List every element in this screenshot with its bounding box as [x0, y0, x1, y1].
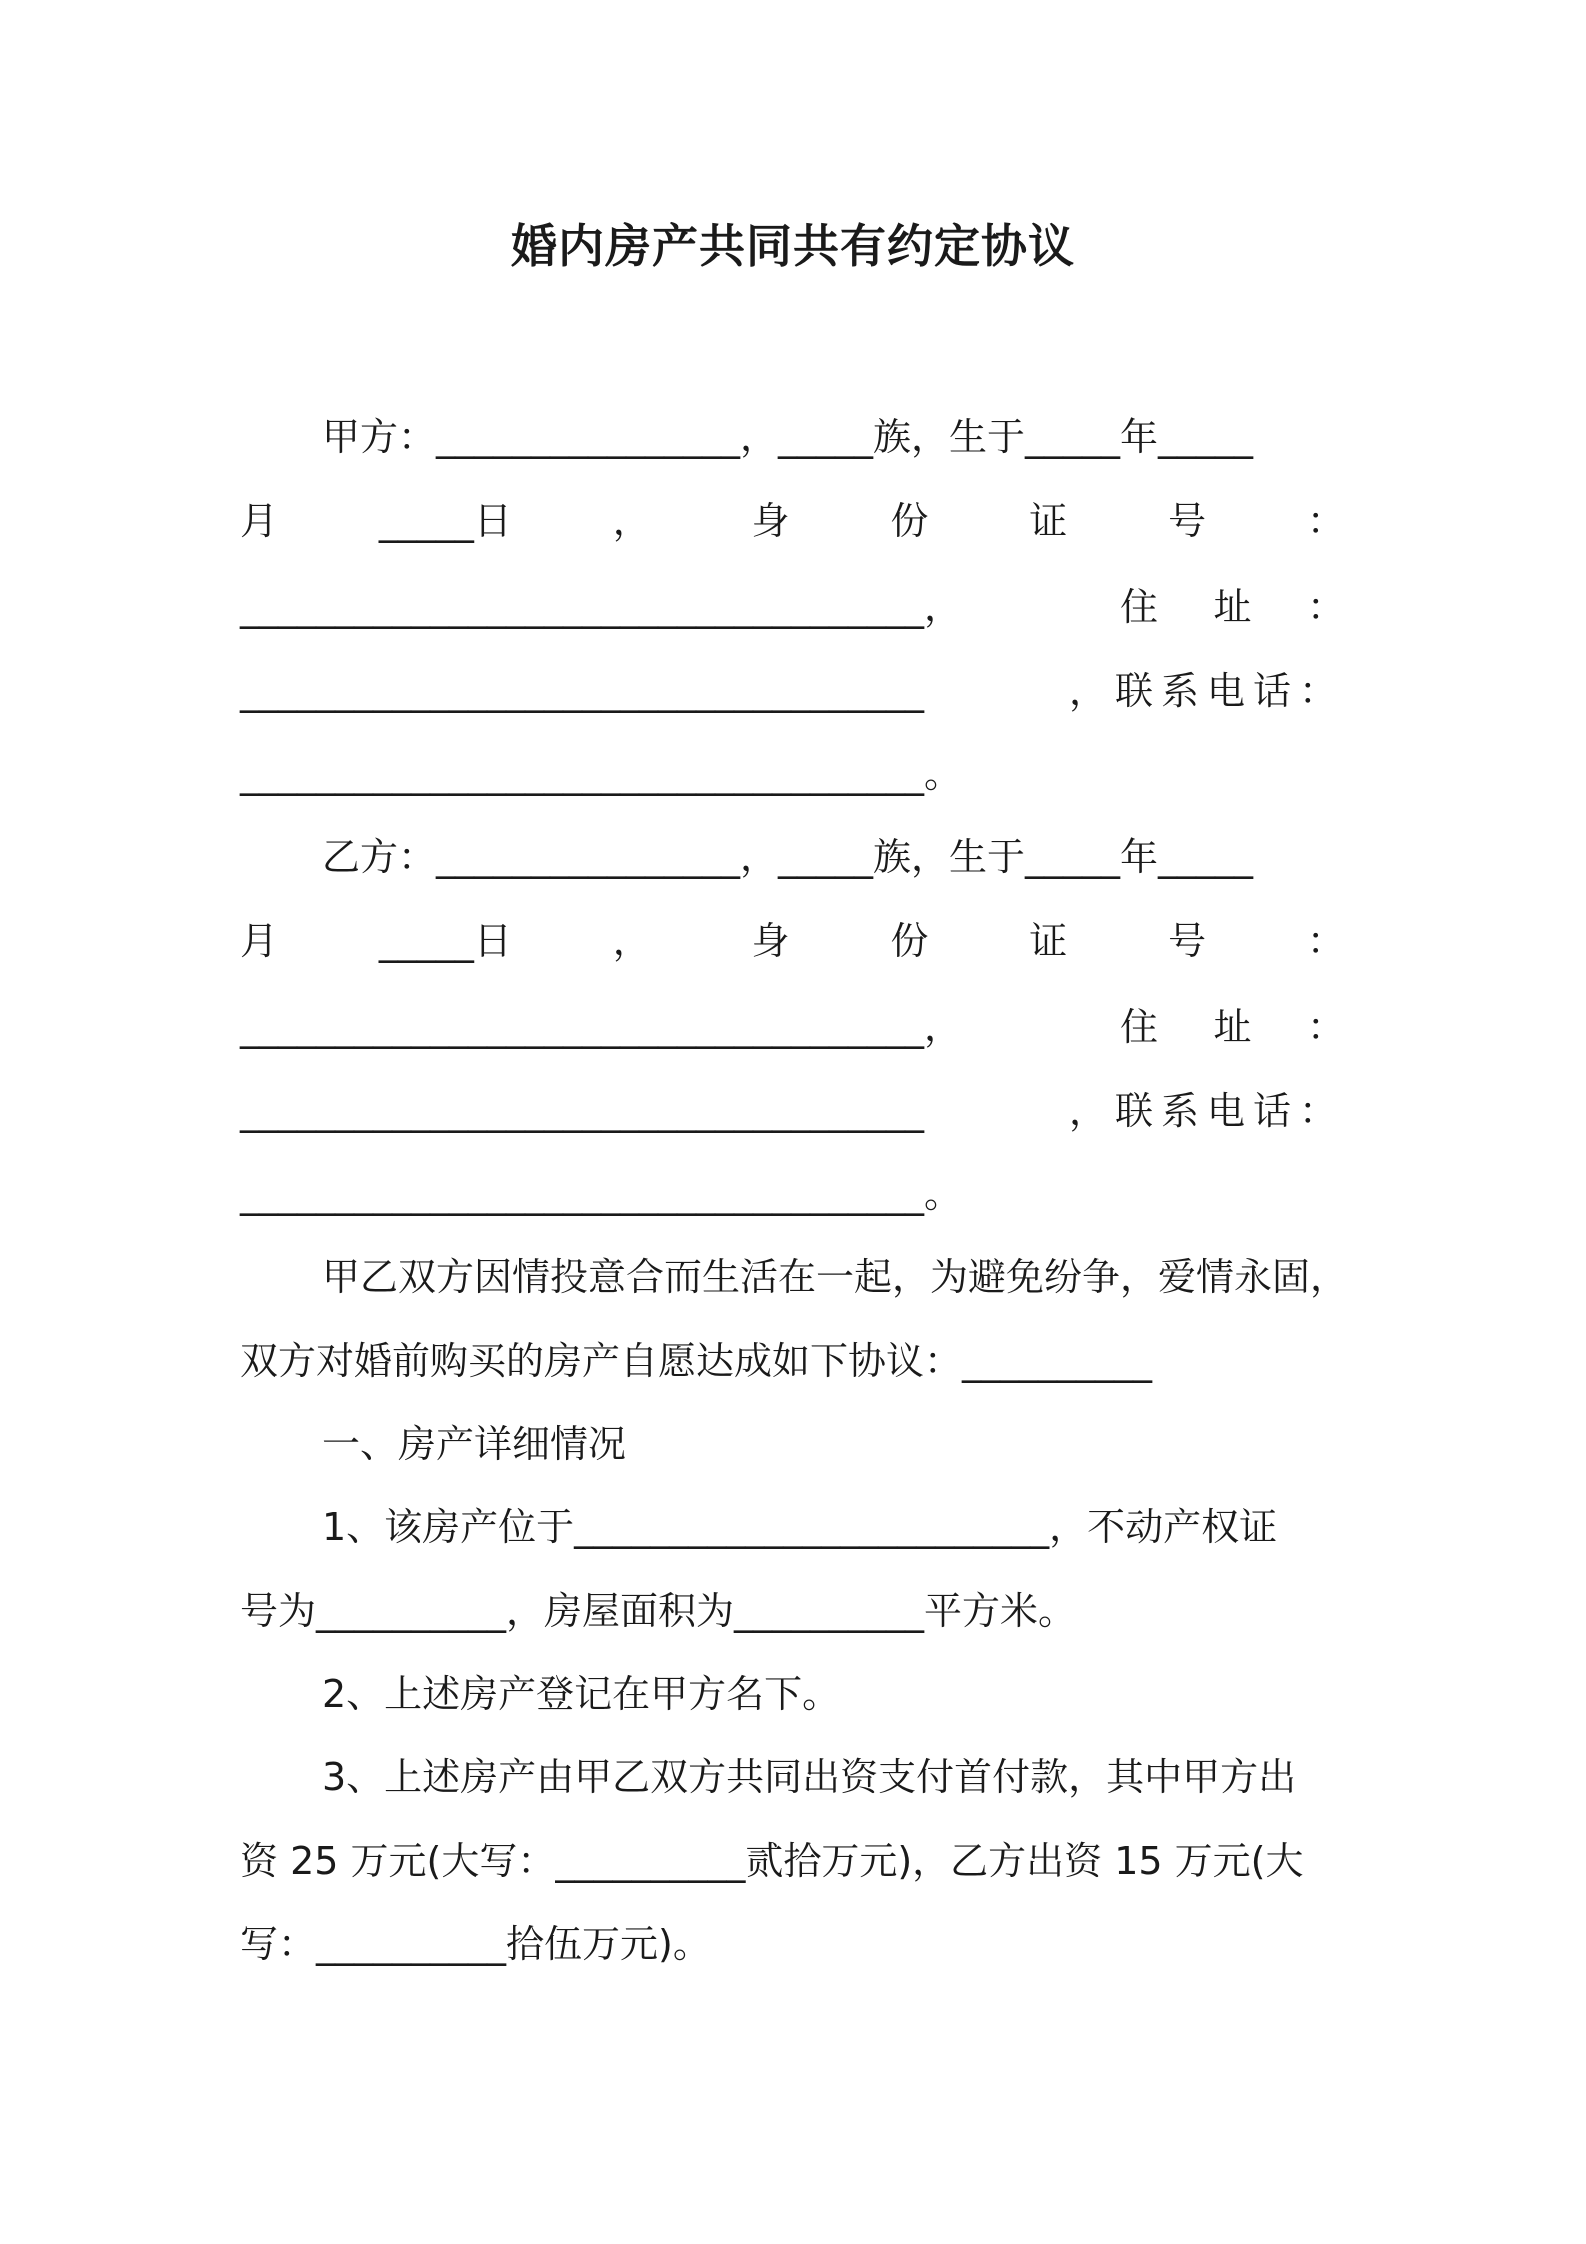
- party-a-address-cell: 址: [1213, 585, 1252, 629]
- item-2: 2、上述房产登记在甲方名下。: [322, 1672, 841, 1716]
- item-3-line-1: 3、上述房产由甲乙双方共同出资支付首付款，其中甲方出: [322, 1755, 1297, 1799]
- page-title: 婚内房产共同共有约定协议: [511, 219, 1075, 273]
- item-3-line-3: 写：__________拾伍万元)。: [240, 1922, 711, 1966]
- party-b-line-2-cell: 月: [240, 919, 279, 963]
- party-b-line-2-cell: 号: [1168, 919, 1207, 963]
- party-b-address-cell: ：: [1306, 1005, 1345, 1049]
- party-a-address-label: [1120, 585, 1345, 629]
- party-b-address-label: [1120, 1005, 1345, 1049]
- party-a-address-cell: 住: [1120, 585, 1159, 629]
- party-a-line-2-cell: 份: [890, 499, 929, 543]
- party-b-id-blank: ____________________________________，: [240, 1005, 963, 1049]
- intro-line-2: 双方对婚前购买的房产自愿达成如下协议：__________: [240, 1339, 1153, 1383]
- party-a-phone-label: ，联系电话：: [1068, 669, 1345, 713]
- party-b-line-2: [240, 919, 1345, 963]
- party-b-line-5: ____________________________________。: [240, 1172, 963, 1216]
- party-a-line-3: [240, 585, 1345, 629]
- party-a-line-2-cell: 身: [751, 499, 790, 543]
- party-b-address-blank: ____________________________________: [240, 1089, 924, 1133]
- section-1-heading: 一、房产详细情况: [322, 1422, 627, 1466]
- item-1-line-1: 1、该房产位于_________________________，不动产权证: [322, 1505, 1278, 1549]
- party-b-address-cell: 址: [1213, 1005, 1252, 1049]
- party-a-line-2: [240, 499, 1345, 543]
- party-b-phone-label: ，联系电话：: [1068, 1089, 1345, 1133]
- party-b-line-2-cell: 身: [751, 919, 790, 963]
- party-a-id-blank: ____________________________________，: [240, 585, 963, 629]
- party-a-line-2-cell: 号: [1168, 499, 1207, 543]
- party-b-line-2-cell: ：: [1306, 919, 1345, 963]
- party-a-line-2-cell: ：: [1306, 499, 1345, 543]
- party-b-line-4: [240, 1089, 1345, 1133]
- party-a-line-1: 甲方：________________，_____族，生于_____年_____: [322, 415, 1254, 459]
- party-a-line-2-cell: ，: [612, 499, 651, 543]
- intro-line-1: 甲乙双方因情投意合而生活在一起，为避免纷争，爱情永固，: [322, 1255, 1349, 1299]
- party-b-line-1: 乙方：________________，_____族，生于_____年_____: [322, 835, 1254, 879]
- party-b-line-2-cell: 份: [890, 919, 929, 963]
- party-a-line-2-cell: 月: [240, 499, 279, 543]
- party-a-line-5: ____________________________________。: [240, 752, 963, 796]
- party-b-line-2-cell: _____日: [378, 919, 512, 963]
- item-1-line-2: 号为__________，房屋面积为__________平方米。: [240, 1589, 1077, 1633]
- party-b-line-2-cell: ，: [612, 919, 651, 963]
- item-3-line-2: 资 25 万元(大写：__________贰拾万元)，乙方出资 15 万元(大: [240, 1839, 1304, 1883]
- party-a-line-2-cell: _____日: [378, 499, 512, 543]
- party-b-line-2-cell: 证: [1029, 919, 1068, 963]
- party-a-address-cell: ：: [1306, 585, 1345, 629]
- party-a-line-2-cell: 证: [1029, 499, 1068, 543]
- party-a-address-blank: ____________________________________: [240, 669, 924, 713]
- party-b-line-3: [240, 1005, 1345, 1049]
- party-b-address-cell: 住: [1120, 1005, 1159, 1049]
- party-a-line-4: [240, 669, 1345, 713]
